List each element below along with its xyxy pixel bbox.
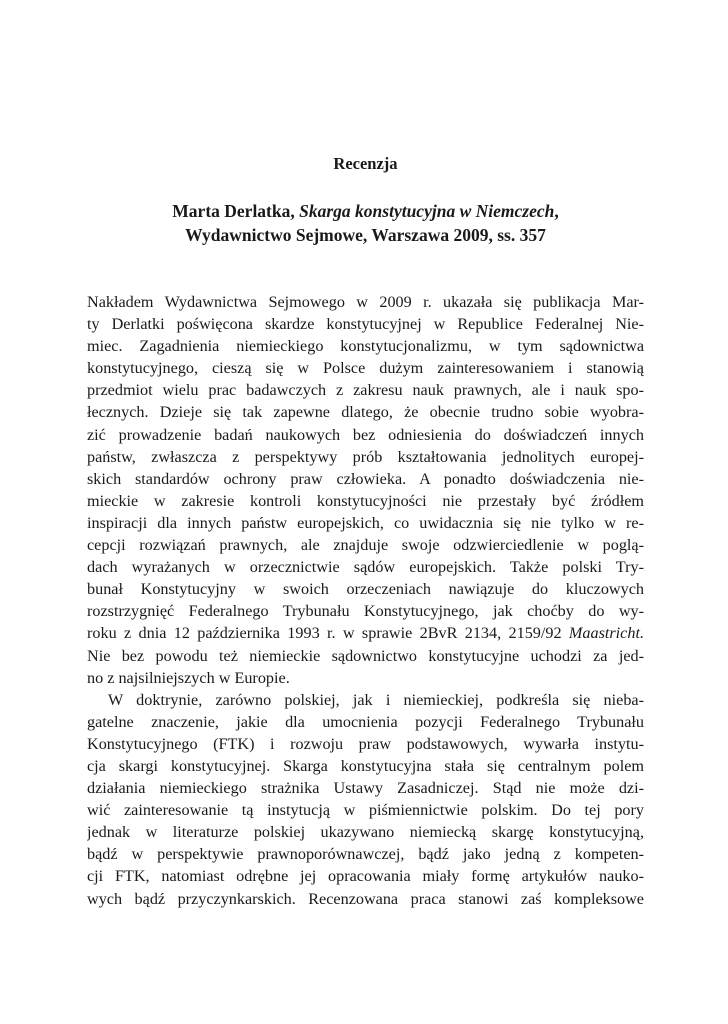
review-body [87, 291, 644, 910]
text-line: cja skargi konstytucyjnej. Skarga konstytucyjna stała się centralnym polem [87, 756, 644, 775]
text-line-main: roku z dnia 12 października 1993 r. w sprawie 2BvR 2134, 2159/92 [87, 624, 569, 643]
book-author: Marta Derlatka, [172, 201, 300, 221]
text-line: zić prowadzenie badań naukowych bez odniesienia do doświadczeń innych [87, 425, 644, 444]
text-line: skich standardów ochrony praw człowieka. A ponadto doświadczenia nie- [87, 469, 644, 488]
text-line: rozstrzygnięć Federalnego Trybunału Konstytucyjnego, jak choćby do wy- [87, 602, 644, 621]
text-line: dach wyrażanych w orzecznictwie sądów europejskich. Także polski Try- [87, 558, 644, 577]
paragraph-1 [87, 291, 644, 689]
text-line: Nakładem Wydawnictwa Sejmowego w 2009 r. ukazała się publikacja Mar- [87, 293, 644, 311]
text-line: państw, zwłaszcza z perspektywy prób kształtowania jednolitych europej- [87, 447, 644, 466]
document-page [87, 0, 644, 1024]
publication-details: Wydawnictwo Sejmowe, Warszawa 2009, ss. 357 [185, 225, 546, 245]
review-title [87, 199, 644, 247]
text-line: miec. Zagadnienia niemieckiego konstytucjonalizmu, w tym sądownictwa [87, 337, 644, 356]
title-line-1 [87, 199, 644, 223]
text-line: cji FTK, natomiast odrębne jej opracowania miały formę artykułów nauko- [87, 867, 644, 886]
text-line: bunał Konstytucyjny w swoich orzeczeniach nawiązuje do kluczowych [87, 580, 644, 599]
text-line: Konstytucyjnego (FTK) i rozwoju praw podstawowych, wywarła instytu- [87, 734, 644, 753]
text-line [87, 622, 644, 644]
text-line: łecznych. Dzieje się tak zapewne dlatego, że obecnie trudno sobie wyobra- [87, 403, 644, 422]
text-line: gatelne znaczenie, jakie dla umocnienia pozycji Federalnego Trybunału [87, 712, 644, 731]
text-line: działania niemieckiego strażnika Ustawy Zasadniczej. Stąd nie może dzi- [87, 779, 644, 798]
text-line: wych bądź przyczynkarskich. Recenzowana praca stanowi zaś kompleksowe [87, 889, 644, 908]
text-line: przedmiot wielu prac badawczych z zakresu nauk prawnych, ale i nauk spo- [87, 381, 644, 400]
book-title: Skarga konstytucyjna w Niemczech [299, 201, 555, 221]
text-line: Nie bez powodu też niemieckie sądownictwo konstytucyjne uchodzi za jed- [87, 646, 644, 665]
text-line: ty Derlatki poświęcona skardze konstytucyjnej w Republice Federalnej Nie- [87, 315, 644, 334]
text-line: bądź w perspektywie prawnoporównawczej, bądź jako jedną z kompeten- [87, 845, 644, 864]
text-line: konstytucyjnego, cieszą się w Polsce dużym zainteresowaniem i stanowią [87, 359, 644, 378]
text-line: W doktrynie, zarówno polskiej, jak i niemieckiej, podkreśla się nieba- [108, 690, 644, 709]
text-line: mieckie w zakresie kontroli konstytucyjności nie przestały być źródłem [87, 491, 644, 510]
text-line: jednak w literaturze polskiej ukazywano niemiecką skargę konstytucyjną, [87, 823, 644, 842]
text-line: inspiracji dla innych państw europejskich, co uwidacznia się nie tylko w re- [87, 513, 644, 532]
text-line: wić zainteresowanie tą instytucją w piśmiennictwie polskim. Do tej pory [87, 801, 644, 820]
text-line: no z najsilniejszych w Europie. [87, 668, 290, 687]
italic-case-name: Maastricht. [568, 624, 644, 643]
text-line: cepcji rozwiązań prawnych, ale znajduje swoje odzwierciedlenie w poglą- [87, 536, 644, 555]
paragraph-2 [87, 689, 644, 910]
title-comma: , [554, 201, 559, 221]
section-label: Recenzja [333, 154, 398, 173]
